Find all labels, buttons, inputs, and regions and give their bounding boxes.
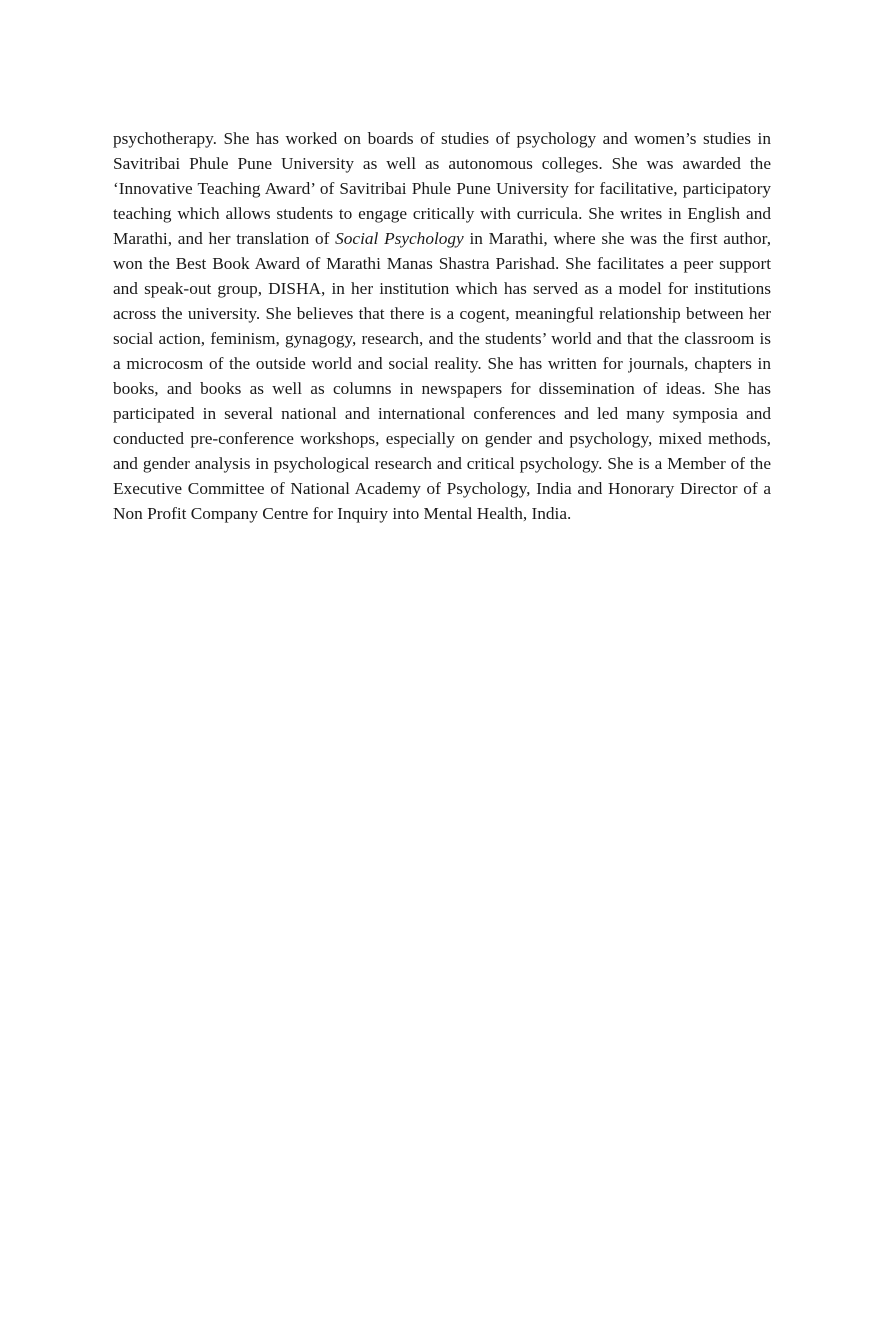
bio-paragraph	[113, 126, 771, 526]
bio-text-part-1: psychotherapy. She has worked on boards of studies of psychology and women’s studies in Savitribai Phule Pune University as well as autonomous colleges. She was awarded the ‘Innovative Teaching Award’ of Savitribai Phule Pune University for facilitative, participatory teaching which allows students to engage critically with curricula. She writes in English and Marathi, and her translation of	[113, 129, 771, 248]
bio-text-part-2: in Marathi, where she was the first author, won the Best Book Award of Marathi Manas Shastra Parishad. She facilitates a peer support and speak-out group, DISHA, in her institution which has served as a model for institutions across the university. She believes that there is a cogent, meaningful relationship between her social action, feminism, gynagogy, research, and the students’ world and that the classroom is a microcosm of the outside world and social reality. She has written for journals, chapters in books, and books as well as columns in newspapers for dissemination of ideas. She has participated in several national and international conferences and led many symposia and conducted pre-conference workshops, especially on gender and psychology, mixed methods, and gender analysis in psychological research and critical psychology. She is a Member of the Executive Committee of National Academy of Psychology, India and Honorary Director of a Non Profit Company Centre for Inquiry into Mental Health, India.	[113, 229, 772, 523]
book-title-italic: Social Psychology	[335, 229, 464, 248]
